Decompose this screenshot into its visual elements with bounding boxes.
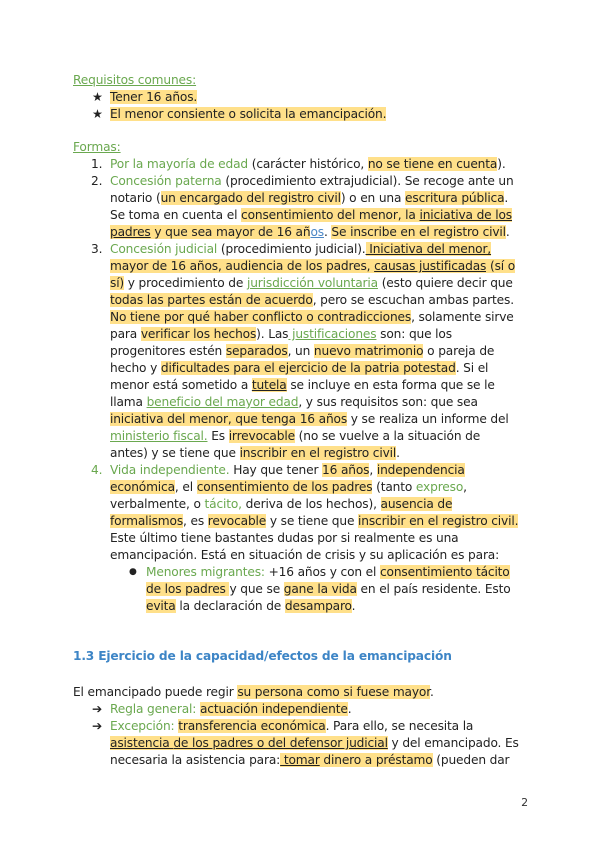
sub-item-line: Menores migrantes: +16 años y con el consentimiento tácito — [146, 565, 510, 579]
list-number: 4. — [91, 463, 103, 477]
forma-item-4-line: formalismos, es revocable y se tiene que inscribir en el registro civil. — [110, 514, 519, 528]
forma-item-2-line: padres y que sea mayor de 16 años. Se inscribe en el registro civil. — [110, 225, 510, 239]
list-number: 1. — [91, 157, 103, 171]
forma-item-3-line: todas las partes están de acuerdo, pero se escuchan ambas partes. — [110, 293, 514, 307]
forma-item-3-line: llama beneficio del mayor edad, y sus requisitos son: que sea — [110, 395, 478, 409]
forma-item-2-line: notario (un encargado del registro civil) o en una escritura pública. — [110, 191, 509, 205]
list-number: 2. — [91, 174, 103, 188]
forma-item-3-line: mayor de 16 años, audiencia de los padres, causas justificadas (sí o — [110, 259, 516, 273]
bullet-icon: ● — [129, 567, 137, 577]
forma-item-4-line: económica, el consentimiento de los padres (tanto expreso, — [110, 480, 467, 494]
forma-item-4-line: Vida independiente. Hay que tener 16 años, independencia — [110, 463, 465, 477]
forma-item-3-line: menor está sometido a tutela se incluye en esta forma que se le — [110, 378, 495, 392]
arrow-item-line: necesaria la asistencia para: tomar dinero a préstamo (pueden dar — [110, 753, 510, 767]
sub-item-line: evita la declaración de desamparo. — [146, 599, 356, 613]
section-heading: 1.3 Ejercicio de la capacidad/efectos de la emancipación — [73, 649, 452, 663]
forma-item-3-line: hecho y dificultades para el ejercicio de la patria potestad. Si el — [110, 361, 489, 375]
forma-item-4-line: Este último tiene bastantes dudas por si realmente es una — [110, 531, 459, 545]
star-icon: ★ — [92, 107, 103, 121]
forma-item-3-line: iniciativa del menor, que tenga 16 años y se realiza un informe del — [110, 412, 509, 426]
formas-heading: Formas: — [73, 140, 121, 154]
arrow-item-line: asistencia de los padres o del defensor judicial y del emancipado. Es — [110, 736, 519, 750]
requisito-item: El menor consiente o solicita la emancipación. — [110, 107, 387, 121]
forma-item-3-line: Concesión judicial (procedimiento judicial). Iniciativa del menor, — [110, 242, 492, 256]
forma-item-3-line: sí) y procedimiento de jurisdicción voluntaria (esto quiere decir que — [110, 276, 513, 290]
list-number: 3. — [91, 242, 103, 256]
forma-item-2-line: Se toma en cuenta el consentimiento del menor, la iniciativa de los — [110, 208, 512, 222]
arrow-item-line: Regla general: actuación independiente. — [110, 702, 352, 716]
requisitos-heading: Requisitos comunes: — [73, 73, 197, 87]
forma-item-3-line: ministerio fiscal. Es irrevocable (no se vuelve a la situación de — [110, 429, 481, 443]
arrow-right-icon: ➔ — [92, 702, 103, 716]
forma-item-3-line: progenitores estén separados, un nuevo matrimonio o pareja de — [110, 344, 495, 358]
forma-item-3-line: para verificar los hechos). Las justificaciones son: que los — [110, 327, 452, 341]
sub-item-line: de los padres y que se gane la vida en el país residente. Esto — [146, 582, 511, 596]
arrow-item-line: Excepción: transferencia económica. Para ello, se necesita la — [110, 719, 474, 733]
forma-item-1: Por la mayoría de edad (carácter histórico, no se tiene en cuenta). — [110, 157, 506, 171]
forma-item-3-line: No tiene por qué haber conflicto o contradicciones, solamente sirve — [110, 310, 514, 324]
forma-item-4-line: verbalmente, o tácito, deriva de los hechos), ausencia de — [110, 497, 453, 511]
forma-item-4-line: emancipación. Está en situación de crisis y su aplicación es para: — [110, 548, 500, 562]
page-number: 2 — [521, 796, 528, 809]
paragraph-line: El emancipado puede regir su persona como si fuese mayor. — [73, 685, 434, 699]
forma-item-3-line: antes) y se tiene que inscribir en el registro civil. — [110, 446, 400, 460]
star-icon: ★ — [92, 90, 103, 104]
requisito-item: Tener 16 años. — [110, 90, 198, 104]
arrow-right-icon: ➔ — [92, 719, 103, 733]
forma-item-2-line: Concesión paterna (procedimiento extrajudicial). Se recoge ante un — [110, 174, 514, 188]
